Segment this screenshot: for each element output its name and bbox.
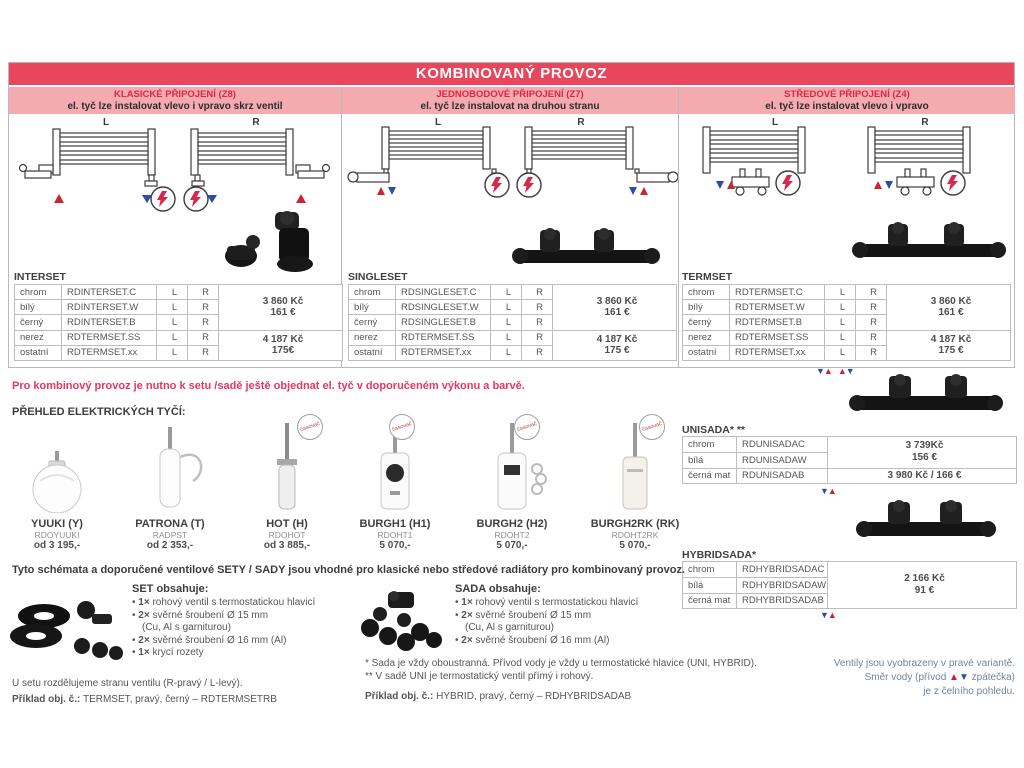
unisada-flow-arrows	[820, 486, 836, 496]
lightning-icon	[151, 187, 208, 211]
price-cell: 3 739Kč 156 €	[828, 437, 1017, 469]
svg-text:R: R	[921, 117, 929, 128]
sada-contents-title: SADA obsahuje:	[455, 583, 541, 595]
column-subtitle: el. tyč lze instalovat vlevo i vpravo skrz ventil	[67, 101, 283, 112]
set-contents-photo	[8, 590, 130, 668]
page-title: KOMBINOVANÝ PROVOZ	[8, 62, 1015, 85]
table-row: chrom RDINTERSET.C L R 3 860 Kč 161 €	[15, 285, 343, 300]
price-cell: 3 860 Kč 161 €	[219, 285, 343, 331]
table-row: bílý RDINTERSET.W L R	[15, 300, 343, 315]
unisada-title: UNISADA* **	[682, 424, 746, 436]
rod-burgh2: BURGH2 (H2) RDOHT2 5 070,-	[457, 421, 567, 552]
table-row: bílá RDHYBRIDSADAW	[683, 577, 1017, 593]
blue-note: Ventily jsou vyobrazeny v pravé variantě. Směr vody (přívod ▲▼ zpátečka) je z čelního pohledu.	[833, 658, 1015, 697]
unisada-table	[682, 436, 1017, 484]
set-contents-title: SET obsahuje:	[132, 583, 209, 595]
table-row: chrom RDHYBRIDSADAC 2 166 Kč 91 €	[683, 562, 1017, 578]
list-item: • 2× svěrné šroubení Ø 16 mm (Al)	[455, 635, 695, 648]
flow-return-arrow-icon: ▼	[816, 366, 824, 376]
interset-table	[14, 284, 343, 361]
svg-text:L: L	[102, 117, 110, 128]
table-row: nerez RDTERMSET.SS L R 4 187 Kč 175 €	[683, 330, 1011, 345]
rod-hot-photo	[232, 421, 342, 513]
flow-supply-arrow-icon: ▲	[827, 486, 836, 496]
termset-table	[682, 284, 1011, 361]
svg-text:R: R	[252, 117, 260, 128]
flow-return-arrow-icon	[629, 187, 637, 195]
table-row: chrom RDUNISADAC 3 739Kč 156 €	[683, 437, 1017, 453]
table-row: chrom RDTERMSET.C L R 3 860 Kč 161 €	[683, 285, 1011, 300]
table-row: černý RDINTERSET.B L R	[15, 315, 343, 330]
interset-product-photo	[213, 206, 323, 276]
flow-return-arrow-icon: ▼	[820, 610, 828, 620]
flow-supply-arrow-icon	[377, 187, 385, 195]
flow-supply-arrow-icon: ▲	[949, 672, 959, 683]
column-title: STŘEDOVÉ PŘIPOJENÍ (Z4)	[784, 89, 910, 100]
table-row: bílý RDSINGLESET.W L R	[349, 300, 677, 315]
hybridsada-product-photo	[852, 494, 1002, 548]
rod-burgh2rk-photo	[580, 421, 690, 513]
price-cell: 4 187 Kč 175 €	[553, 330, 677, 360]
flow-supply-arrow-icon	[54, 194, 64, 203]
table-row: nerez RDTERMSET.SS L R 4 187 Kč 175 €	[349, 330, 677, 345]
set-contents	[132, 583, 364, 660]
connection-diagram-z4	[678, 115, 1015, 215]
flow-return-arrow-icon	[388, 187, 396, 195]
table-row: bílý RDTERMSET.W L R	[683, 300, 1011, 315]
left-note-example: Příklad obj. č.: TERMSET, pravý, černý – RDTERMSETRB	[12, 694, 277, 705]
flow-supply-arrow-icon	[640, 187, 648, 195]
list-item: • 1× krycí rozety	[132, 647, 364, 660]
connection-diagram-z8	[9, 115, 341, 215]
list-item: (Cu, Al s garniturou)	[465, 622, 554, 633]
singleset-table	[348, 284, 677, 361]
singleset-product-photo	[506, 224, 666, 274]
list-item: • 1× rohový ventil s termostatickou hlavicí	[132, 597, 364, 610]
price-cell: 3 860 Kč 161 €	[887, 285, 1011, 331]
left-note: U setu rozdělujeme stranu ventilu (R-pravý / L-levý).	[12, 678, 243, 689]
flow-supply-arrow-icon: ▲	[823, 366, 832, 376]
schemes-note: Tyto schémata a doporučené ventilové SETY / SADY jsou vhodné pro klasické nebo středové radiátory pro kombinovaný provoz.	[12, 564, 686, 576]
footnote-example: Příklad obj. č.: HYBRID, pravý, černý – RDHYBRIDSADAB	[365, 691, 632, 702]
table-row: bílá RDUNISADAW	[683, 452, 1017, 468]
price-cell: 3 860 Kč 161 €	[553, 285, 677, 331]
column-header-z4	[679, 87, 1015, 114]
interset-title: INTERSET	[14, 271, 66, 283]
column-subtitle: el. tyč lze instalovat na druhou stranu	[420, 101, 600, 112]
hybridsada-title: HYBRIDSADA*	[682, 549, 757, 561]
svg-text:L: L	[434, 117, 442, 128]
price-cell: 4 187 Kč 175€	[219, 330, 343, 360]
list-item: • 2× svěrné šroubení Ø 15 mm	[132, 610, 364, 623]
list-item: • 1× rohový ventil s termostatickou hlavicí	[455, 597, 695, 610]
flow-supply-arrow-icon: ▲	[827, 610, 836, 620]
price-cell: 4 187 Kč 175 €	[887, 330, 1011, 360]
timer-badge: časovač	[297, 414, 323, 440]
lightning-icon	[485, 173, 541, 197]
table-row: nerez RDTERMSET.SS L R 4 187 Kč 175€	[15, 330, 343, 345]
flow-return-arrow-icon: ▼	[958, 672, 969, 683]
flow-supply-arrow-icon: ▲	[837, 366, 846, 376]
table-row: černý RDTERMSET.B L R	[683, 315, 1011, 330]
rod-yuuki-photo	[2, 421, 112, 513]
column-header-z8	[9, 87, 341, 114]
list-item: (Cu, Al s garniturou)	[142, 622, 231, 633]
rods-heading: PŘEHLED ELEKTRICKÝCH TYČÍ:	[12, 406, 186, 418]
svg-text:L: L	[771, 117, 779, 128]
flow-return-arrow-icon: ▼	[845, 366, 854, 376]
flow-return-arrow-icon	[716, 181, 724, 189]
sada-contents	[455, 583, 695, 647]
hybridsada-flow-arrows	[820, 610, 836, 620]
singleset-title: SINGLESET	[348, 271, 408, 283]
table-row: černá mat RDHYBRIDSADAB	[683, 593, 1017, 609]
timer-badge: časovač	[639, 414, 665, 440]
table-row: černá mat RDUNISADAB 3 980 Kč / 166 €	[683, 468, 1017, 484]
flow-return-arrow-icon	[885, 181, 893, 189]
termset-product-photo	[848, 216, 1010, 268]
connection-diagram-z7	[341, 115, 678, 215]
list-item: • 2× svěrné šroubení Ø 16 mm (Al)	[132, 635, 364, 648]
sada-contents-photo	[348, 590, 450, 656]
table-row: ostatní RDTERMSET.xx L R	[15, 345, 343, 360]
termset-title: TERMSET	[682, 271, 733, 283]
table-row: ostatní RDTERMSET.xx L R	[683, 345, 1011, 360]
unisada-product-photo	[845, 370, 1010, 422]
table-row: chrom RDSINGLESET.C L R 3 860 Kč 161 €	[349, 285, 677, 300]
column-header-z7	[342, 87, 678, 114]
list-item: • 2× svěrné šroubení Ø 15 mm	[455, 610, 695, 623]
price-cell: 3 980 Kč / 166 €	[828, 468, 1017, 484]
timer-badge: časovač	[389, 414, 415, 440]
lightning-icon	[776, 171, 965, 195]
pink-note: Pro kombinový provoz je nutno k setu /sadě ještě objednat el. tyč v doporučeném výkonu a barvě.	[12, 380, 525, 392]
rod-hot: HOT (H) RDOHOT od 3 885,-	[232, 421, 342, 552]
hybridsada-table	[682, 561, 1017, 609]
price-cell: 2 166 Kč 91 €	[828, 562, 1017, 609]
footnote-2: ** V sadě UNI je termostatický ventil přímý i rohový.	[365, 671, 594, 682]
table-row: ostatní RDTERMSET.xx L R	[349, 345, 677, 360]
column-title: KLASICKÉ PŘIPOJENÍ (Z8)	[114, 89, 236, 100]
table-row: černý RDSINGLESET.B L R	[349, 315, 677, 330]
rod-yuuki: YUUKI (Y) RDOYUUKI od 3 195,-	[2, 421, 112, 552]
column-title: JEDNOBODOVÉ PŘIPOJENÍ (Z7)	[436, 89, 584, 100]
footnote-1: * Sada je vždy oboustranná. Přívod vody je vždy u termostatické hlavice (UNI, HYBRID).	[365, 658, 757, 669]
rod-burgh1: BURGH1 (H1) RDOHT1 5 070,-	[340, 421, 450, 552]
flow-return-arrow-icon: ▼	[820, 486, 828, 496]
column-subtitle: el. tyč lze instalovat vlevo i vpravo	[765, 101, 929, 112]
svg-text:R: R	[577, 117, 585, 128]
rod-burgh2-photo	[457, 421, 567, 513]
rod-burgh2rk: BURGH2RK (RK) RDOHT2RK 5 070,-	[580, 421, 690, 552]
timer-badge: časovač	[514, 414, 540, 440]
flow-supply-arrow-icon	[296, 194, 306, 203]
flow-supply-arrow-icon	[874, 181, 882, 189]
rod-patrona: PATRONA (T) RADPST od 2 353,-	[115, 421, 225, 552]
rod-patrona-photo	[115, 421, 225, 513]
